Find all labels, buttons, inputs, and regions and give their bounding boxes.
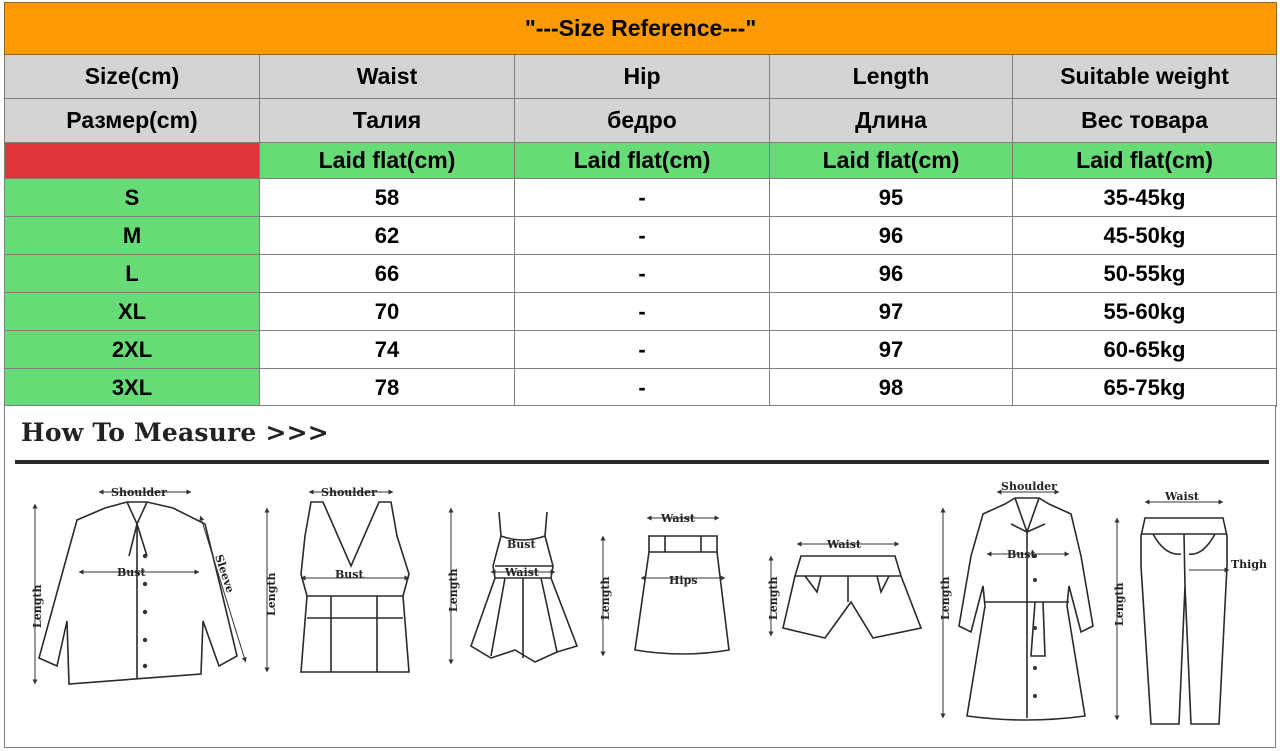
bust-label: Bust <box>507 538 536 551</box>
bust-label: Bust <box>1007 548 1036 561</box>
length-cell: 97 <box>770 331 1013 369</box>
subheader-cell: Laid flat(cm) <box>770 143 1013 179</box>
header-cell: бедро <box>515 99 770 143</box>
pants-icon <box>1113 490 1267 724</box>
hip-cell: - <box>515 369 770 407</box>
how-to-measure-panel <box>4 405 1276 748</box>
hip-cell: - <box>515 293 770 331</box>
table-row <box>5 255 1277 293</box>
length-label: Length <box>31 584 44 628</box>
shoulder-label: Shoulder <box>321 486 377 499</box>
length-cell: 95 <box>770 179 1013 217</box>
garment-illustrations <box>5 406 1277 749</box>
header-cell: Длина <box>770 99 1013 143</box>
header-cell: Length <box>770 55 1013 99</box>
waist-label: Waist <box>827 538 861 551</box>
length-label: Length <box>265 572 278 616</box>
sleeve-label: Sleeve <box>212 552 237 595</box>
subheader-red-cell <box>5 143 260 179</box>
size-cell: 2XL <box>5 331 260 369</box>
header-cell: Hip <box>515 55 770 99</box>
header-cell: Size(cm) <box>5 55 260 99</box>
waist-cell: 62 <box>260 217 515 255</box>
hip-cell: - <box>515 179 770 217</box>
length-label: Length <box>767 576 780 620</box>
weight-cell: 35-45kg <box>1013 179 1277 217</box>
length-cell: 98 <box>770 369 1013 407</box>
table-row <box>5 369 1277 407</box>
weight-cell: 60-65kg <box>1013 331 1277 369</box>
hip-cell: - <box>515 255 770 293</box>
dress-icon <box>447 510 577 662</box>
length-label: Length <box>939 576 952 620</box>
length-cell: 97 <box>770 293 1013 331</box>
length-label: Length <box>1113 582 1126 626</box>
waist-cell: 58 <box>260 179 515 217</box>
weight-cell: 55-60kg <box>1013 293 1277 331</box>
bust-label: Bust <box>335 568 364 581</box>
subheader-cell: Laid flat(cm) <box>515 143 770 179</box>
header-cell: Размер(cm) <box>5 99 260 143</box>
waist-cell: 70 <box>260 293 515 331</box>
subheader-cell: Laid flat(cm) <box>260 143 515 179</box>
weight-cell: 65-75kg <box>1013 369 1277 407</box>
length-label: Length <box>447 568 460 612</box>
waist-cell: 74 <box>260 331 515 369</box>
table-row <box>5 331 1277 369</box>
weight-cell: 50-55kg <box>1013 255 1277 293</box>
vest-icon <box>265 486 409 672</box>
table-title-row <box>5 3 1277 55</box>
header-cell: Waist <box>260 55 515 99</box>
shirt-icon <box>31 486 245 684</box>
length-cell: 96 <box>770 217 1013 255</box>
size-cell: S <box>5 179 260 217</box>
waist-label: Waist <box>1165 490 1199 503</box>
size-cell: XL <box>5 293 260 331</box>
table-title: "---Size Reference---" <box>5 3 1277 55</box>
header-row-en <box>5 55 1277 99</box>
waist-cell: 66 <box>260 255 515 293</box>
subheader-cell: Laid flat(cm) <box>1013 143 1277 179</box>
table-row <box>5 217 1277 255</box>
header-cell: Suitable weight <box>1013 55 1277 99</box>
waist-label: Waist <box>505 566 539 579</box>
waist-label: Waist <box>661 512 695 525</box>
size-cell: L <box>5 255 260 293</box>
size-cell: M <box>5 217 260 255</box>
shoulder-label: Shoulder <box>1001 480 1057 493</box>
bust-label: Bust <box>117 566 146 579</box>
size-cell: 3XL <box>5 369 260 407</box>
thigh-label: Thigh <box>1231 558 1268 571</box>
weight-cell: 45-50kg <box>1013 217 1277 255</box>
hip-cell: - <box>515 217 770 255</box>
length-label: Length <box>599 576 612 620</box>
header-cell: Вес товара <box>1013 99 1277 143</box>
shoulder-label: Shoulder <box>111 486 167 499</box>
size-reference-table <box>4 2 1277 407</box>
shorts-icon <box>767 538 921 638</box>
table-row <box>5 293 1277 331</box>
table-row <box>5 179 1277 217</box>
measure-title: How To Measure >>> <box>21 418 329 447</box>
length-cell: 96 <box>770 255 1013 293</box>
coat-icon <box>939 480 1093 720</box>
hip-cell: - <box>515 331 770 369</box>
header-row-ru <box>5 99 1277 143</box>
header-cell: Талия <box>260 99 515 143</box>
skirt-icon <box>599 512 729 654</box>
hips-label: Hips <box>669 574 698 587</box>
subheader-row <box>5 143 1277 179</box>
waist-cell: 78 <box>260 369 515 407</box>
